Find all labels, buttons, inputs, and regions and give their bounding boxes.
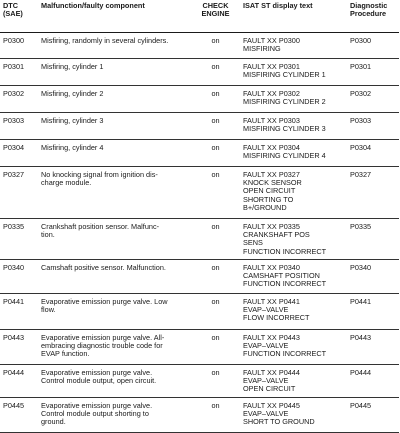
display-text: FAULT XX P0300 MISFIRING [240,33,347,59]
diagnostic-procedure: P0327 [347,167,399,219]
malfunction-description: Misfiring, randomly in several cylinders. [38,33,190,59]
malfunction-description: No knocking signal from ignition dis- charge module. [38,167,190,219]
check-engine-state: on [190,294,240,330]
diagnostic-procedure: P0445 [347,398,399,433]
check-engine-state: on [190,140,240,167]
table-row [0,330,399,365]
check-engine-state: on [190,219,240,260]
header-malfunction: Malfunction/faulty component [38,0,190,33]
check-engine-state: on [190,330,240,365]
dtc-code: P0445 [0,398,38,433]
dtc-code: P0340 [0,260,38,294]
check-engine-state: on [190,167,240,219]
table-row [0,33,399,59]
malfunction-description: Evaporative emission purge valve. Low flow. [38,294,190,330]
table-header-row [0,0,399,33]
display-text: FAULT XX P0340 CAMSHAFT POSITION FUNCTION INCORRECT [240,260,347,294]
dtc-code: P0304 [0,140,38,167]
display-text: FAULT XX P0301 MISFIRING CYLINDER 1 [240,59,347,86]
header-check-engine: CHECK ENGINE [190,0,240,33]
check-engine-state: on [190,33,240,59]
malfunction-description: Crankshaft position sensor. Malfunc- tion. [38,219,190,260]
display-text: FAULT XX P0444 EVAP–VALVE OPEN CIRCUIT [240,365,347,398]
diagnostic-procedure: P0340 [347,260,399,294]
malfunction-description: Evaporative emission purge valve. Control module output, open circuit. [38,365,190,398]
check-engine-state: on [190,260,240,294]
malfunction-description: Misfiring, cylinder 1 [38,59,190,86]
malfunction-description: Evaporative emission purge valve. Control module output shorting to ground. [38,398,190,433]
table-row [0,140,399,167]
table-row [0,167,399,219]
table-row [0,219,399,260]
header-display-text: ISAT ST display text [240,0,347,33]
display-text: FAULT XX P0443 EVAP–VALVE FUNCTION INCORRECT [240,330,347,365]
table-row [0,86,399,113]
diagnostic-procedure: P0443 [347,330,399,365]
display-text: FAULT XX P0304 MISFIRING CYLINDER 4 [240,140,347,167]
check-engine-state: on [190,398,240,433]
dtc-code: P0302 [0,86,38,113]
malfunction-description: Camshaft positive sensor. Malfunction. [38,260,190,294]
diagnostic-procedure: P0444 [347,365,399,398]
header-diagnostic-procedure: Diagnostic Procedure [347,0,399,33]
table-row [0,365,399,398]
diagnostic-procedure: P0335 [347,219,399,260]
dtc-code: P0303 [0,113,38,140]
table-row [0,294,399,330]
table-row [0,113,399,140]
table-row [0,398,399,433]
dtc-code: P0335 [0,219,38,260]
display-text: FAULT XX P0303 MISFIRING CYLINDER 3 [240,113,347,140]
dtc-code: P0301 [0,59,38,86]
dtc-code: P0443 [0,330,38,365]
display-text: FAULT XX P0445 EVAP–VALVE SHORT TO GROUND [240,398,347,433]
display-text: FAULT XX P0302 MISFIRING CYLINDER 2 [240,86,347,113]
diagnostic-procedure: P0301 [347,59,399,86]
table-row [0,59,399,86]
dtc-code: P0327 [0,167,38,219]
malfunction-description: Misfiring, cylinder 2 [38,86,190,113]
display-text: FAULT XX P0441 EVAP–VALVE FLOW INCORRECT [240,294,347,330]
diagnostic-procedure: P0300 [347,33,399,59]
diagnostic-procedure: P0303 [347,113,399,140]
check-engine-state: on [190,86,240,113]
malfunction-description: Misfiring, cylinder 3 [38,113,190,140]
check-engine-state: on [190,365,240,398]
dtc-code: P0300 [0,33,38,59]
table-row [0,260,399,294]
dtc-code: P0444 [0,365,38,398]
header-dtc: DTC (SAE) [0,0,38,33]
malfunction-description: Misfiring, cylinder 4 [38,140,190,167]
check-engine-state: on [190,113,240,140]
diagnostic-procedure: P0302 [347,86,399,113]
diagnostic-procedure: P0441 [347,294,399,330]
diagnostic-procedure: P0304 [347,140,399,167]
display-text: FAULT XX P0335 CRANKSHAFT POS SENS FUNCTION INCORRECT [240,219,347,260]
dtc-code: P0441 [0,294,38,330]
malfunction-description: Evaporative emission purge valve. All- embracing diagnostic trouble code for EVAP function. [38,330,190,365]
check-engine-state: on [190,59,240,86]
display-text: FAULT XX P0327 KNOCK SENSOR OPEN CIRCUIT SHORTING TO B+/GROUND [240,167,347,219]
